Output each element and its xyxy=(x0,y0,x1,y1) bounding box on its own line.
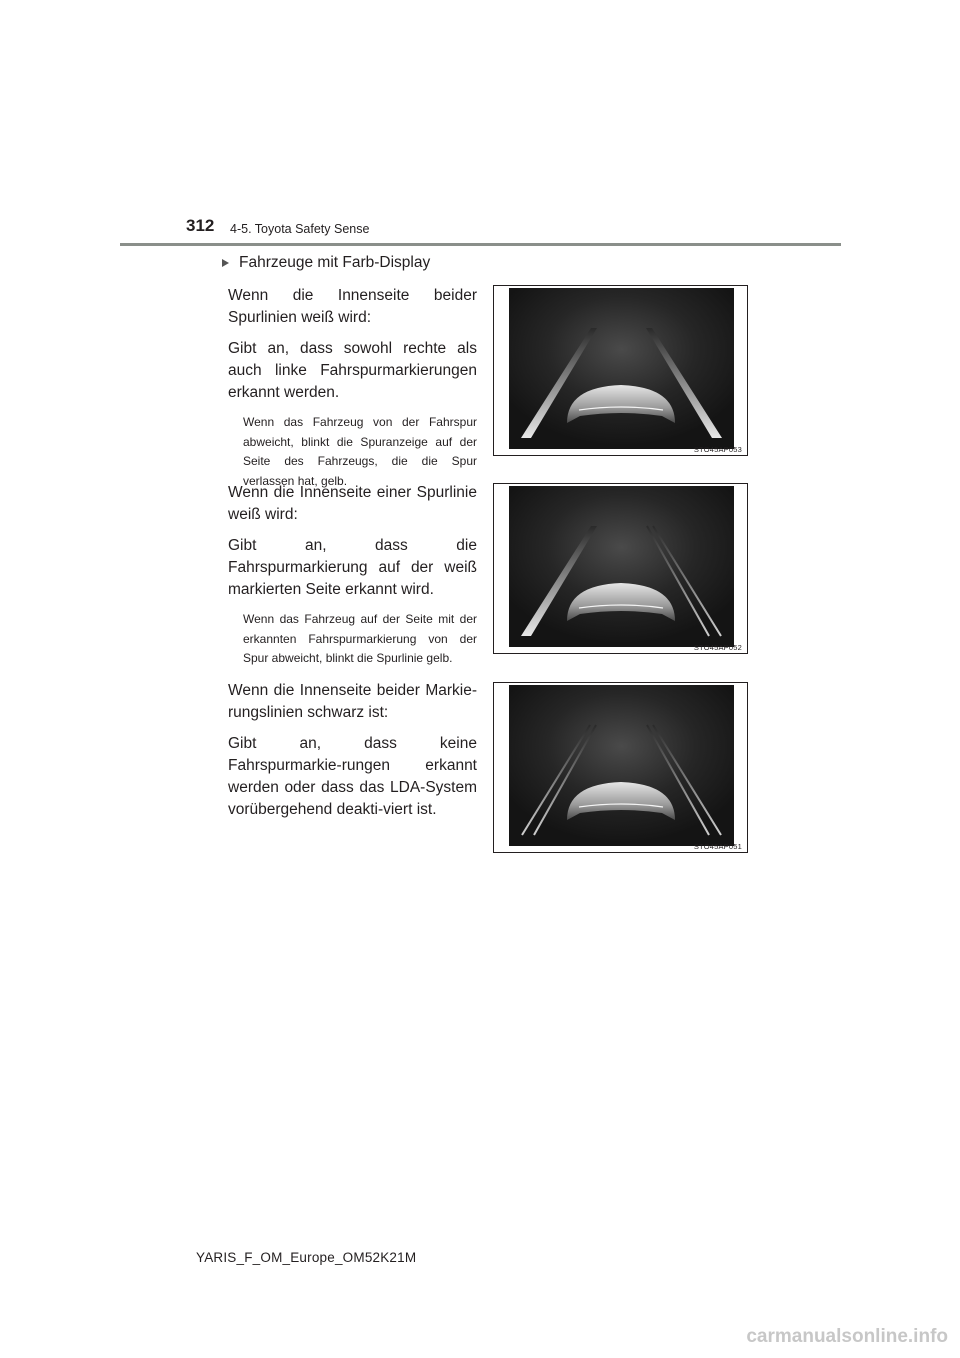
page-number: 312 xyxy=(186,216,215,235)
section-title: 4-5. Toyota Safety Sense xyxy=(230,222,370,236)
figure-code: STO45AP052 xyxy=(693,643,742,652)
block-note: Wenn das Fahrzeug von der Fahrspur abweicht, blinkt die Spuranzeige auf der Seite des Fahrzeugs, die die Spur verlassen hat, gelb. xyxy=(243,415,477,488)
footer-doc-id: YARIS_F_OM_Europe_OM52K21M xyxy=(196,1250,417,1265)
lane-display-image xyxy=(509,685,734,846)
figure-lane-display xyxy=(493,285,748,456)
block-text: Gibt an, dass die Fahrspurmarkierung auf der weiß markierten Seite erkannt wird. xyxy=(228,537,477,598)
subheading xyxy=(222,254,430,272)
block-both-black xyxy=(228,680,477,821)
block-text: Gibt an, dass keine Fahrspurmarkie-rungen erkannt werden oder dass das LDA-System vorübergehend deakti-viert ist. xyxy=(228,735,477,818)
block-heading: Wenn die Innenseite einer Spurlinie weiß wird: xyxy=(228,484,477,523)
figure-code: STO45AP051 xyxy=(693,842,742,851)
subheading-text: Fahrzeuge mit Farb-Display xyxy=(239,254,431,271)
figure-lane-display xyxy=(493,682,748,853)
block-text: Gibt an, dass sowohl rechte als auch linke Fahrspurmarkierungen erkannt werden. xyxy=(228,340,477,401)
block-note: Wenn das Fahrzeug auf der Seite mit der erkannten Fahrspurmarkierung von der Spur abweicht, blinkt die Spurlinie gelb. xyxy=(243,612,477,665)
block-heading: Wenn die Innenseite beider Spurlinien weiß wird: xyxy=(228,287,477,326)
watermark: carmanualsonline.info xyxy=(746,1326,948,1347)
lane-display-image xyxy=(509,486,734,647)
lane-display-image xyxy=(509,288,734,449)
block-heading: Wenn die Innenseite beider Markie-rungslinien schwarz ist: xyxy=(228,682,477,721)
figure-lane-display xyxy=(493,483,748,654)
block-one-white xyxy=(228,482,477,669)
figure-code: STO45AP053 xyxy=(693,445,742,454)
triangle-bullet-icon xyxy=(222,259,229,267)
block-both-white xyxy=(228,285,477,491)
header-rule xyxy=(120,243,841,246)
